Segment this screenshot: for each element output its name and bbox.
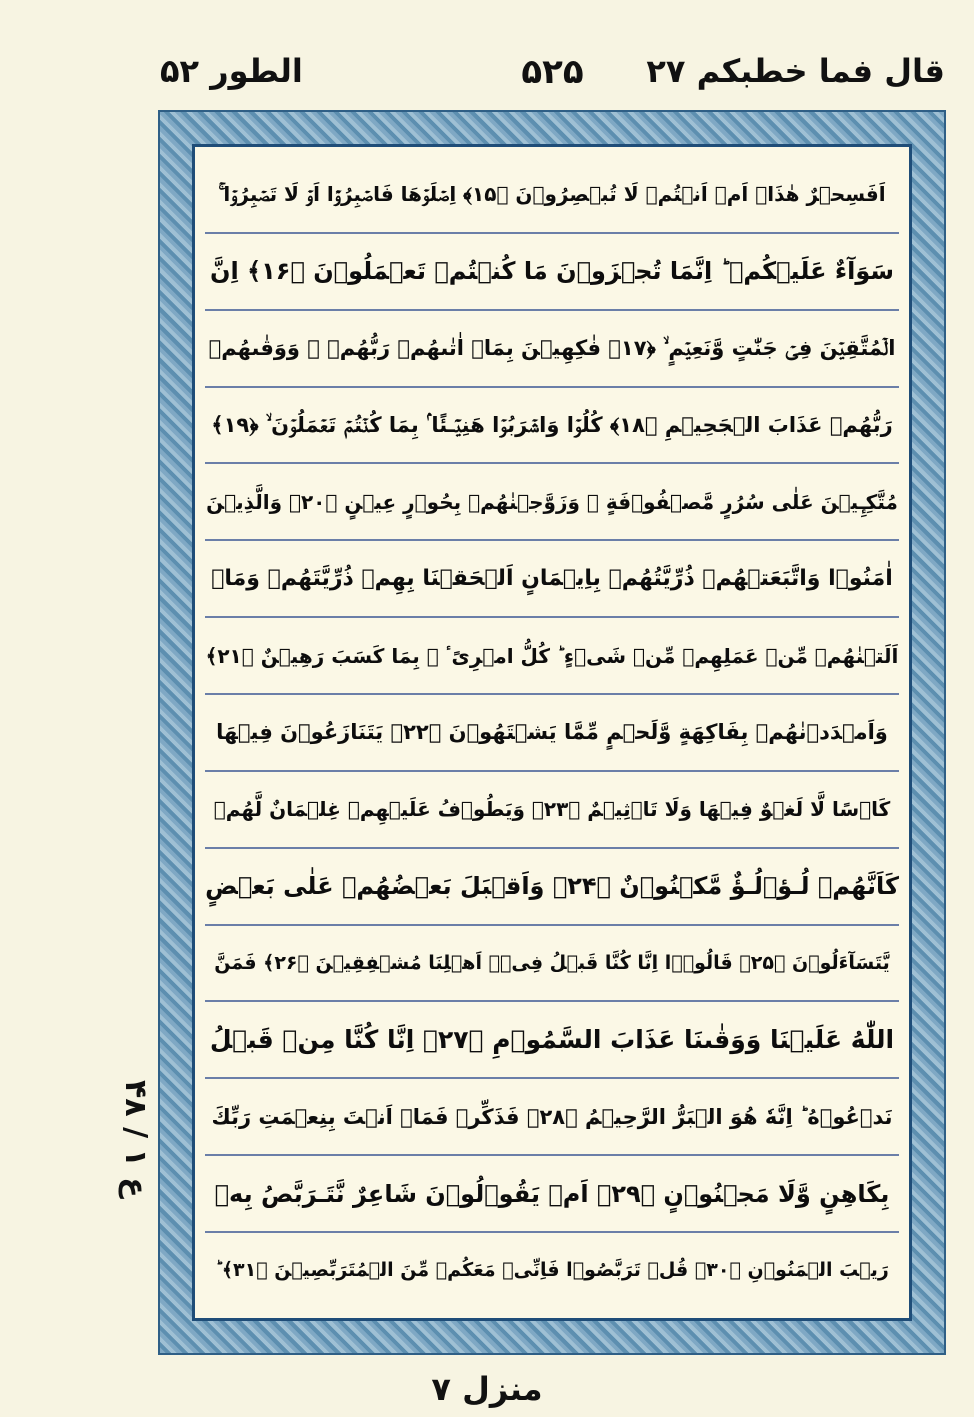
ruku-marker: ع ۱ / ۴۸: [118, 1080, 153, 1198]
verse-line: بِكَاهِنٍ وَّلَا مَجۡنُوۡنٍ ﴿۲۹﴾ اَمۡ يَقُوۡلُوۡنَ شَاعِرٌ نَّتَـرَبَّصُ بِهٖ: [205, 1156, 899, 1233]
verse-line: مُتَّكِـِٕيۡنَ عَلٰى سُرُرٍ مَّصۡفُوۡفَةٍ ۚ وَزَوَّجۡنٰهُمۡ بِحُوۡرٍ عِيۡنٍ ﴿۲۰﴾ وَالَّذِيۡنَ: [205, 464, 899, 541]
juz-title: قال فما خطبكم ۲۷: [646, 52, 945, 90]
verse-line: اللّٰهُ عَلَيۡنَا وَوَقٰٮنَا عَذَابَ السَّمُوۡمِ ﴿۲۷﴾ اِنَّا كُنَّا مِنۡ قَبۡلُ: [205, 1002, 899, 1079]
manzil-footer: منزل ۷: [431, 1370, 543, 1408]
verse-line: رَبُّهُمۡ عَذَابَ الۡجَحِيۡمِ ﴿۱۸﴾ كُلُوۡا وَاشۡرَبُوۡا هَنِيۡٓـئًا ۢ بِمَا كُنۡتُمۡ تَعۡمَلُوۡنَ ۙ ﴿۱۹﴾: [205, 388, 899, 465]
surah-title: الطور ۵۲: [160, 52, 303, 90]
verse-line: رَيۡبَ الۡمَنُوۡنِ ﴿۳۰﴾ قُلۡ تَرَبَّصُوۡا فَاِنِّىۡ مَعَكُمۡ مِّنَ الۡمُتَرَبِّصِيۡنَ ﴿۳۱﴾ ؕ: [215, 1259, 889, 1282]
verse-line: وَاَمۡدَدۡنٰهُمۡ بِفَاكِهَةٍ وَّلَحۡمٍ مِّمَّا يَشۡتَهُوۡنَ ﴿۲۲﴾ يَتَنَازَعُوۡنَ فِيۡهَا: [205, 695, 899, 772]
text-panel: [192, 144, 912, 1321]
ornamental-border: [158, 110, 946, 1355]
verse-lines: [205, 157, 899, 1308]
page-header: [160, 52, 945, 102]
verse-line: كَاَنَّهُمۡ لُـؤۡلُـؤٌ مَّكۡنُوۡنٌ ﴿۲۴﴾ وَاَقۡبَلَ بَعۡضُهُمۡ عَلٰى بَعۡضٍ: [205, 849, 899, 926]
verse-line: كَاۡسًا لَّا لَغۡوٌ فِيۡهَا وَلَا تَاۡثِيۡمٌ ﴿۲۳﴾ وَيَطُوۡفُ عَلَيۡهِمۡ غِلۡمَانٌ لَّهُمۡ: [205, 772, 899, 849]
verse-line: اَفَسِحۡرٌ هٰذَاۤ اَمۡ اَنۡتُمۡ لَا تُبۡصِرُوۡنَ ﴿۱۵﴾ اِصۡلَوۡهَا فَاصۡبِرُوۡۤا اَوۡ لَا تَصۡبِرُوۡا ۚ: [205, 157, 899, 234]
verse-line: يَّتَسَآءَلُوۡنَ ﴿۲۵﴾ قَالُوۡۤا اِنَّا كُنَّا قَبۡلُ فِىۡۤ اَهۡلِنَا مُشۡفِقِيۡنَ ﴿۲۶﴾ فَمَنَّ: [205, 926, 899, 1003]
verse-line: اٰمَنُوۡا وَاتَّبَعَتۡهُمۡ ذُرِّيَّتُهُمۡ بِاِيۡمَانٍ اَلۡحَقۡنَا بِهِمۡ ذُرِّيَّتَهُمۡ وَمَاۤ: [205, 541, 899, 618]
verse-line: اَلَتۡنٰهُمۡ مِّنۡ عَمَلِهِمۡ مِّنۡ شَىۡءٍ ؕ كُلُّ امۡرِیًٴ ۢ بِمَا كَسَبَ رَهِيۡنٌ ﴿۲۱﴾: [205, 618, 899, 695]
verse-line: نَدۡعُوۡهُ ؕ اِنَّهٗ هُوَ الۡبَرُّ الرَّحِيۡمُ ﴿۲۸﴾ فَذَكِّرۡ فَمَاۤ اَنۡتَ بِنِعۡمَتِ رَبِّكَ: [205, 1079, 899, 1156]
page-number: ۵۲۵: [521, 52, 584, 92]
verse-line: سَوَآءٌ عَلَيۡكُمۡ ؕ اِنَّمَا تُجۡزَوۡنَ مَا كُنۡتُمۡ تَعۡمَلُوۡنَ ﴿۱۶﴾ اِنَّ: [205, 234, 899, 311]
verse-line: الۡمُتَّقِيۡنَ فِىۡ جَنّٰتٍ وَّنَعِيۡمٍ ۙ ﴿۱۷﴾ فٰكِهِيۡنَ بِمَاۤ اٰتٰٮهُمۡ رَبُّهُمۡ ۚ وَوَقٰٮهُمۡ: [205, 311, 899, 388]
